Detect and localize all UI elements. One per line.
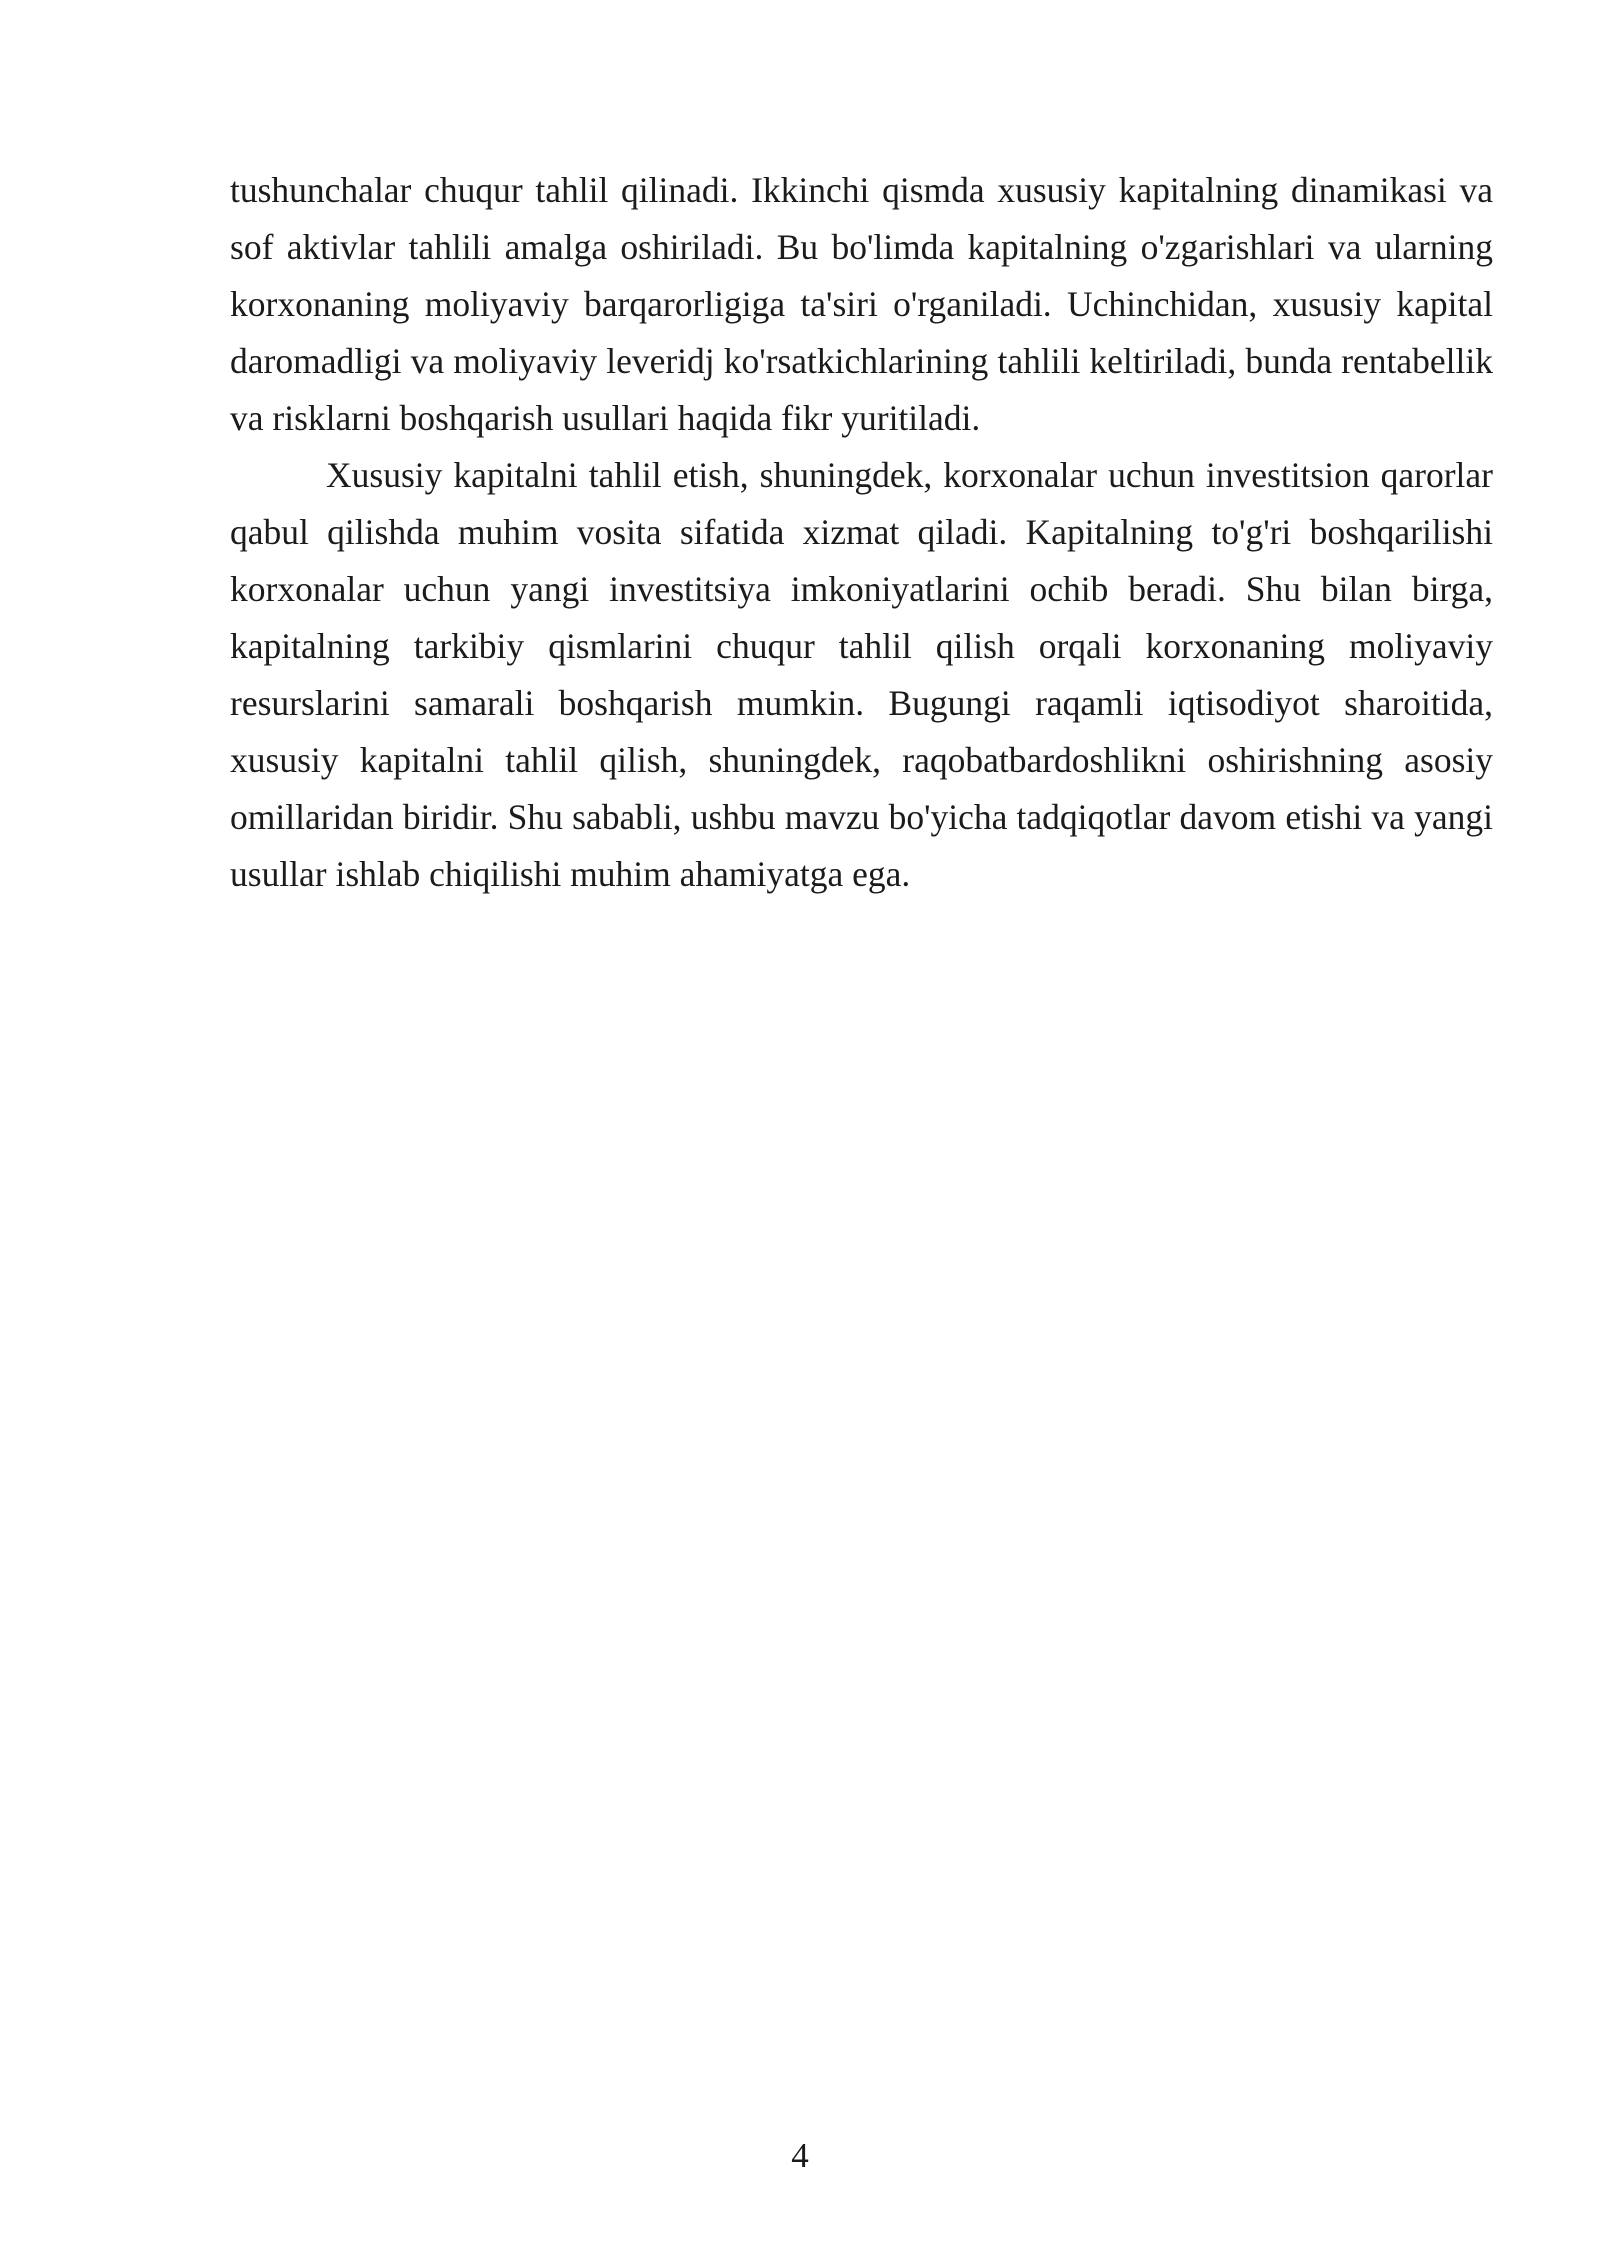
page-number: 4	[791, 2136, 809, 2175]
body-text	[230, 162, 1493, 903]
paragraph-continued: tushunchalar chuqur tahlil qilinadi. Ikkinchi qismda xususiy kapitalning dinamikasi va sof aktivlar tahlili amalga oshiriladi. Bu bo'limda kapitalning o'zgarishlari va ularning korxonaning moliyaviy barqarorligiga ta'siri o'rganiladi. Uchinchidan, xususiy kapital daromadligi va moliyaviy leveridj ko'rsatkichlarining tahlili keltiriladi, bunda rentabellik va risklarni boshqarish usullari haqida fikr yuritiladi.	[230, 170, 1493, 438]
paragraph: Xususiy kapitalni tahlil etish, shuningdek, korxonalar uchun investitsion qarorlar qabul qilishda muhim vosita sifatida xizmat qiladi. Kapitalning to'g'ri boshqarilishi korxonalar uchun yangi investitsiya imkoniyatlarini ochib beradi. Shu bilan birga, kapitalning tarkibiy qismlarini chuqur tahlil qilish orqali korxonaning moliyaviy resurslarini samarali boshqarish mumkin. Bugungi raqamli iqtisodiyot sharoitida, xususiy kapitalni tahlil qilish, shuningdek, raqobatbardoshlikni oshirishning asosiy omillaridan biridir. Shu sababli, ushbu mavzu bo'yicha tadqiqotlar davom etishi va yangi usullar ishlab chiqilishi muhim ahamiyatga ega.	[230, 455, 1493, 894]
